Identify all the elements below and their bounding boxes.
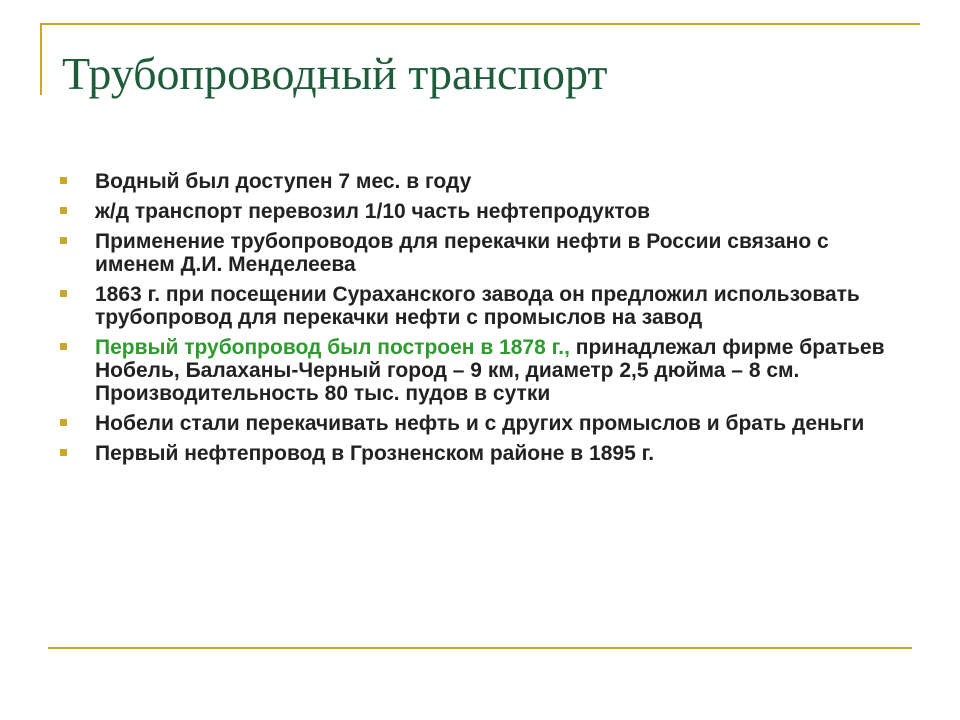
bullet-text: Первый нефтепровод в Грозненском районе в 1895 г. bbox=[95, 442, 655, 465]
bullet-item bbox=[58, 336, 898, 405]
bullet-highlight-text: Первый трубопровод был построен в 1878 г., bbox=[95, 336, 570, 359]
square-bullet-icon bbox=[60, 449, 67, 456]
frame-top-line bbox=[40, 23, 920, 25]
bullet-list bbox=[58, 170, 898, 472]
bullet-item bbox=[58, 170, 898, 193]
frame-bottom-line bbox=[48, 647, 912, 649]
frame-left-line bbox=[40, 23, 42, 95]
bullet-text: Нобели стали перекачивать нефть и с других промыслов и брать деньги bbox=[95, 412, 865, 435]
square-bullet-icon bbox=[60, 207, 67, 214]
bullet-item bbox=[58, 412, 898, 435]
bullet-text: принадлежал фирме братьев Нобель, Балаханы-Черный город – 9 км, диаметр 2,5 дюйма – 8 см. Производительность 80 тыс. пудов в сутки bbox=[95, 336, 885, 405]
square-bullet-icon bbox=[60, 343, 67, 350]
bullet-text: ж/д транспорт перевозил 1/10 часть нефтепродуктов bbox=[95, 200, 651, 223]
square-bullet-icon bbox=[60, 419, 67, 426]
square-bullet-icon bbox=[60, 290, 67, 297]
square-bullet-icon bbox=[60, 237, 67, 244]
bullet-text: 1863 г. при посещении Сураханского завода он предложил использовать трубопровод для перекачки нефти с промыслов на завод bbox=[95, 283, 860, 329]
bullet-item bbox=[58, 230, 898, 276]
slide-title: Трубопроводный транспорт bbox=[62, 48, 608, 99]
square-bullet-icon bbox=[60, 177, 67, 184]
bullet-text: Применение трубопроводов для перекачки нефти в России связано с именем Д.И. Менделеева bbox=[95, 230, 829, 276]
bullet-item bbox=[58, 200, 898, 223]
bullet-item bbox=[58, 283, 898, 329]
bullet-item bbox=[58, 442, 898, 465]
bullet-text: Водный был доступен 7 мес. в году bbox=[95, 170, 472, 193]
